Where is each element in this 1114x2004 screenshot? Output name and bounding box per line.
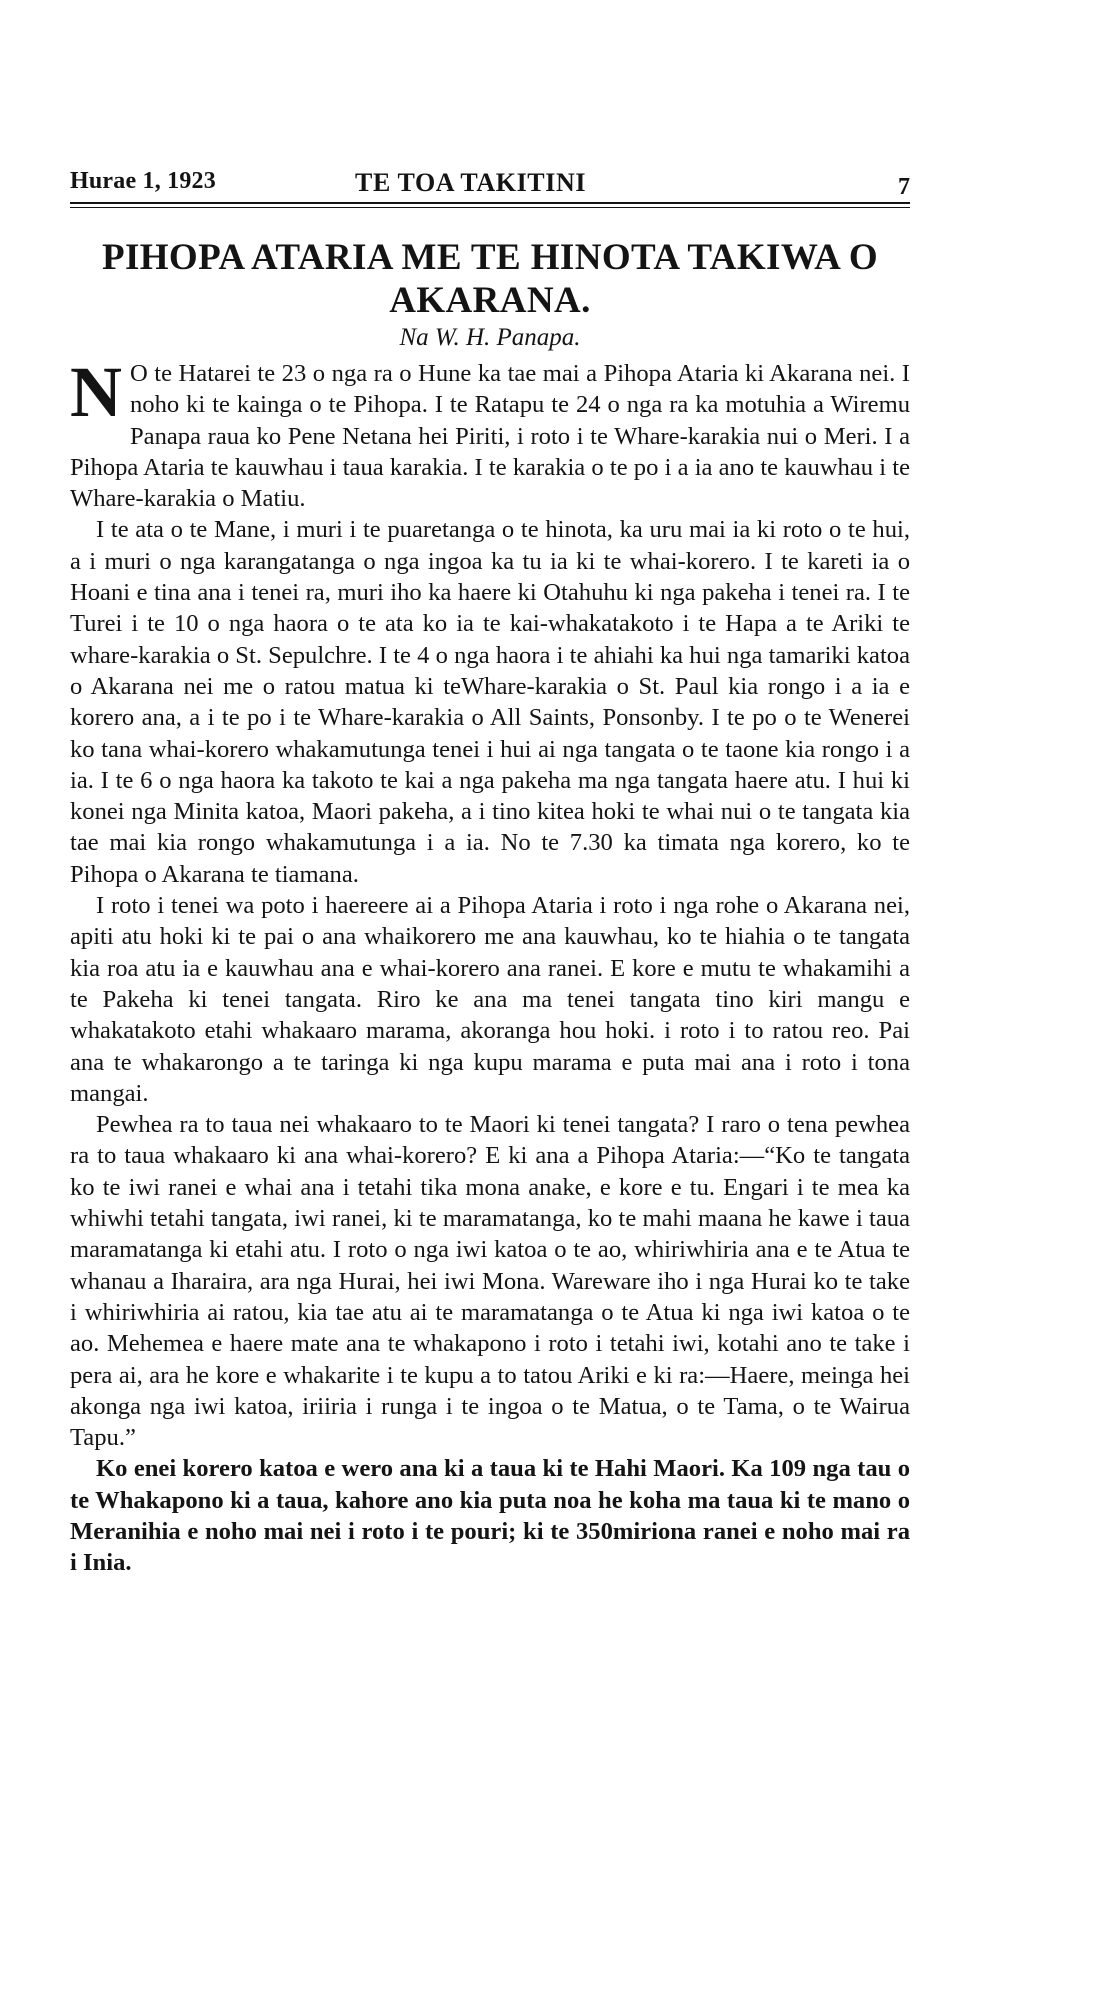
running-head xyxy=(70,160,910,200)
article-body xyxy=(70,352,910,1579)
paragraph xyxy=(70,352,910,514)
paragraph-text: O te Hatarei te 23 o nga ra o Hune ka tae mai a Pihopa Ataria ki Akarana nei. I noho ki te kainga o te Pihopa. I te Ratapu te 24 o nga ra ka motuhia a Wiremu Panapa raua ko Pene Netana hei Piriti, i roto i te Whare-karakia nui o Meri. I a Pihopa Ataria te kauwhau i taua karakia. I te karakia o te po i a ia ano te kauwhau i te Whare-karakia o Matiu. xyxy=(70,360,910,513)
page-number: 7 xyxy=(898,174,910,200)
publication-title: TE TOA TAKITINI xyxy=(355,168,587,197)
header-rule-thin xyxy=(70,207,910,208)
issue-date: Hurae 1, 1923 xyxy=(70,168,216,194)
drop-cap: N xyxy=(70,352,122,432)
header-rule-thick xyxy=(70,202,910,204)
article-byline: Na W. H. Panapa. xyxy=(399,324,581,351)
newspaper-page xyxy=(70,160,910,1579)
paragraph: I te ata o te Mane, i muri i te puaretanga o te hinota, ka uru mai ia ki roto o te hui, a i muri o nga karangatanga o nga ingoa ka tu ia ki te whai-korero. I te kareti ia o Hoani e tina ana i tenei ra, muri iho ka haere ki Otahuhu ki nga pakeha i tenei ra. I te Turei i te 10 o nga haora o te ata ko ia te kai-whakatakoto i te Hapa a te Ariki te whare-karakia o St. Sepulchre. I te 4 o nga haora i te ahiahi ka hui nga tamariki katoa o Akarana nei me o ratou matua ki teWhare-karakia o St. Paul kia rongo i a ia e korero ana, a i te po i te Whare-karakia o All Saints, Ponsonby. I te po o te Wenerei ko tana whai-korero whakamutunga tenei i hui ai nga tangata o te taone kia rongo i a ia. I te 6 o nga haora ka takoto te kai a nga pakeha ma nga tangata haere atu. I hui ki konei nga Minita katoa, Maori pakeha, a i tino kitea hoki te whai nui o te tangata kia tae mai kia rongo whakamutunga i a ia. No te 7.30 ka timata nga korero, ko te Pihopa o Akarana te tiamana. xyxy=(70,516,910,888)
paragraph: Ko enei korero katoa e wero ana ki a taua ki te Hahi Maori. Ka 109 nga tau o te Whakapono ki a taua, kahore ano kia puta noa he koha ma taua ki te mano o Meranihia e noho mai nei i roto i te pouri; ki te 350miriona ranei e noho mai ra i Inia. xyxy=(70,1455,910,1577)
paragraph: Pewhea ra to taua nei whakaaro to te Maori ki tenei tangata? I raro o tena pewhea ra to taua whakaaro ki ana whai-korero? E ki ana a Pihopa Ataria:—“Ko te tangata ko te iwi ranei e whai ana i tetahi tika mona anake, e kore e tu. Engari i te mea ka whiwhi tetahi tangata, iwi ranei, ki te maramatanga, ko te mahi maana he kawe i taua maramatanga ki etahi atu. I roto o nga iwi katoa o te ao, whiriwhiria ana e te Atua te whanau a Iharaira, ara nga Hurai, hei iwi Mona. Wareware iho i nga Hurai ko te take i whiriwhiria ai ratou, kia tae atu ai te maramatanga o te Atua ki nga iwi katoa o te ao. Mehemea e haere mate ana te whakapono i roto i tetahi iwi, kotahi ano te take i pera ai, ara he kore e whakarite i te kupu a to tatou Ariki e ki ra:—Haere, meinga hei akonga nga iwi katoa, iriiria i runga i te ingoa o te Matua, o te Tama, o te Wairua Tapu.” xyxy=(70,1111,910,1452)
article-title: PIHOPA ATARIA ME TE HINOTA TAKIWA O AKARANA. xyxy=(101,237,879,321)
paragraph: I roto i tenei wa poto i haereere ai a Pihopa Ataria i roto i nga rohe o Akarana nei, apiti atu hoki ki te pai o ana whaikorero me ana kauwhau, ko te hiahia o te tangata kia roa atu ia e kauwhau ana e whai-korero ana ranei. E kore e mutu te whakamihi a te Pakeha ki tenei tangata. Riro ke ana ma tenei tangata tino kiri mangu e whakatakoto etahi whakaaro marama, akoranga hou hoki. i roto i to ratou reo. Pai ana te whakarongo a te taringa ki nga kupu marama e puta mai ana i roto i tona mangai. xyxy=(70,892,910,1107)
